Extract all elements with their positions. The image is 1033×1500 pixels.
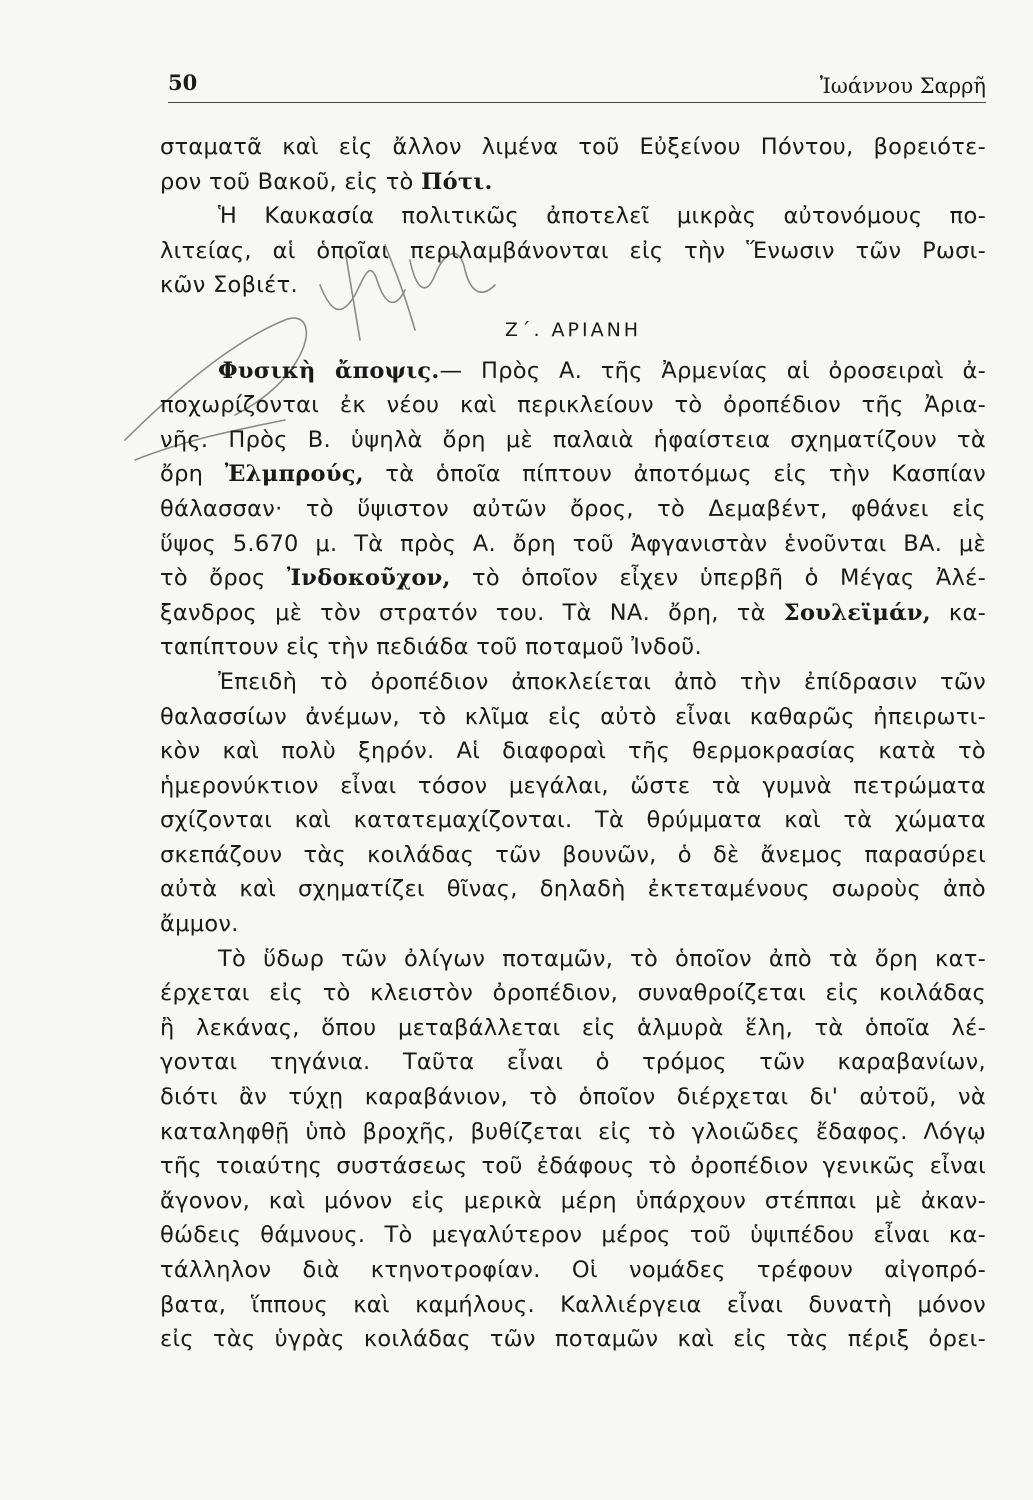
- text-line: αὐτὰ καὶ σχηματίζει θῖνας, δηλαδὴ ἐκτεταμένους σωροὺς ἀπὸ: [160, 876, 986, 903]
- text-line: θαλασσίων ἀνέμων, τὸ κλῖμα εἰς αὐτὸ εἶναι καθαρῶς ἠπειρωτι-: [160, 703, 986, 730]
- text-line: ἄμμον.: [160, 911, 239, 938]
- text-line: σταματᾶ καὶ εἰς ἄλλον λιμένα τοῦ Εὐξείνου Πόντου, βορειότε-: [160, 134, 986, 160]
- text-span: τὰ ὁποῖα πίπτουν ἀποτόμως εἰς τὴν Κασπίαν: [385, 461, 986, 488]
- place-name-hindu-kush: Ἰνδοκοῦχον,: [286, 565, 451, 592]
- text-line: έρχεται εἰς τὸ κλειστὸν ὀροπέδιον, συναθροίζεται εἰς κοιλάδας: [160, 980, 986, 1007]
- text-line: Ἡ Καυκασία πολιτικῶς ἀποτελεῖ μικρὰς αὐτονόμους πο-: [218, 203, 986, 230]
- text-line: ἢ λεκάνας, ὅπου μεταβάλλεται εἰς ἁλμυρὰ ἕλη, τὰ ὁποῖα λέ-: [160, 1014, 986, 1041]
- text-line: [160, 457, 986, 492]
- text-line: ποχωρίζονται ἐκ νέου καὶ περικλείουν τὸ ὀροπέδιον τῆς Ἀρια-: [160, 392, 986, 419]
- text-line: τάλληλον διὰ κτηνοτροφίαν. Οἱ νομάδες τρέφουν αἰγοπρό-: [160, 1257, 986, 1283]
- text-span: τὸ ὁποῖον εἶχεν ὑπερβῆ ὁ Μέγας Ἀλέ-: [472, 565, 987, 592]
- text-line: ἄγονον, καὶ μόνον εἰς μερικὰ μέρη ὑπάρχουν στέππαι μὲ ἀκαν-: [160, 1187, 986, 1214]
- text-line: Τὸ ὕδωρ τῶν ὀλίγων ποταμῶν, τὸ ὁποῖον ἀπὸ τὰ ὄρη κατ-: [218, 945, 986, 972]
- text-line: [160, 354, 986, 389]
- text-line: λιτείας, αἱ ὁποῖαι περιλαμβάνονται εἰς τὴν Ἕνωσιν τῶν Ρωσι-: [160, 237, 986, 264]
- section-heading: Ζ΄. ΑΡΙΑΝΗ: [504, 318, 642, 341]
- body-text: [160, 130, 986, 1357]
- page-number: 50: [168, 70, 198, 95]
- text-line: νῆς. Πρὸς Β. ὑψηλὰ ὄρη μὲ παλαιὰ ἡφαίστεια σχηματίζουν τὰ: [160, 426, 986, 453]
- text-line: [160, 561, 986, 596]
- text-line: βατα, ἵππους καὶ καμήλους. Καλλιέργεια εἶναι δυνατὴ μόνον: [160, 1291, 986, 1318]
- text-line: ταπίπτουν εἰς τὴν πεδιάδα τοῦ ποταμοῦ Ἰνδοῦ.: [160, 634, 702, 661]
- text-line: διότι ἂν τύχῃ καραβάνιον, τὸ ὁποῖον διέρχεται δι' αὐτοῦ, νὰ: [160, 1084, 986, 1111]
- text-line: σκεπάζουν τὰς κοιλάδας τῶν βουνῶν, ὁ δὲ ἄνεμος παρασύρει: [160, 841, 986, 868]
- place-name-poti: Πότι.: [421, 168, 493, 195]
- subsection-title: Φυσικὴ ἄποψις.: [218, 357, 440, 384]
- text-line: καταληφθῇ ὑπὸ βροχῆς, βυθίζεται εἰς τὸ γλοιῶδες ἔδαφος. Λόγῳ: [160, 1118, 986, 1145]
- text-line: Ἐπειδὴ τὸ ὀροπέδιον ἀποκλείεται ἀπὸ τὴν ἐπίδρασιν τῶν: [218, 668, 986, 695]
- text-span: — Πρὸς Α. τῆς Ἀρμενίας αἱ ὀροσειραὶ ἀ-: [439, 357, 986, 384]
- text-line: σχίζονται καὶ κατατεμαχίζονται. Τὰ θρύμματα καὶ τὰ χώματα: [160, 807, 986, 834]
- text-span: τὸ ὄρος: [160, 565, 266, 592]
- text-span: ὄρη: [160, 461, 204, 488]
- text-line: [160, 596, 986, 631]
- text-line: ἡμερονύκτιον εἶναι τόσον μεγάλαι, ὥστε τὰ γυμνὰ πετρώματα: [160, 772, 986, 799]
- place-name-elbrus: Ἐλμπρούς,: [224, 461, 364, 488]
- text-span: ξανδρος μὲ τὸν στρατόν του. Τὰ ΝΑ. ὄρη, τὰ: [160, 599, 766, 626]
- text-line: εἰς τὰς ὑγρὰς κοιλάδας τῶν ποταμῶν καὶ εἰς τὰς πέριξ ὀρει-: [160, 1326, 986, 1353]
- text-span: ρον τοῦ Βακοῦ, εἰς τὸ: [160, 168, 414, 195]
- text-line: ὕψος 5.670 μ. Τὰ πρὸς Α. ὄρη τοῦ Ἀφγανιστὰν ἑνοῦνται ΒΑ. μὲ: [160, 530, 986, 557]
- page-header: [168, 66, 986, 103]
- text-line: [160, 165, 986, 200]
- text-line: θάλασσαν· τὸ ὕψιστον αὐτῶν ὄρος, τὸ Δεμαβέντ, φθάνει εἰς: [160, 495, 986, 522]
- text-line: κὸν καὶ πολὺ ξηρόν. Αἱ διαφοραὶ τῆς θερμοκρασίας κατὰ τὸ: [160, 738, 986, 765]
- text-line: γονται τηγάνια. Ταῦτα εἶναι ὁ τρόμος τῶν καραβανίων,: [160, 1049, 986, 1076]
- running-head: Ἰωάννου Σαρρῆ: [819, 74, 986, 98]
- text-line: κῶν Σοβιέτ.: [160, 272, 298, 299]
- text-span: κα-: [948, 599, 987, 626]
- text-line: τῆς τοιαύτης συστάσεως τοῦ ἐδάφους τὸ ὀροπέδιον γενικῶς εἶναι: [160, 1153, 986, 1180]
- place-name-suleiman: Σουλεϊμάν,: [783, 599, 931, 626]
- text-line: θώδεις θάμνους. Τὸ μεγαλύτερον μέρος τοῦ ὑψιπέδου εἶναι κα-: [160, 1222, 986, 1249]
